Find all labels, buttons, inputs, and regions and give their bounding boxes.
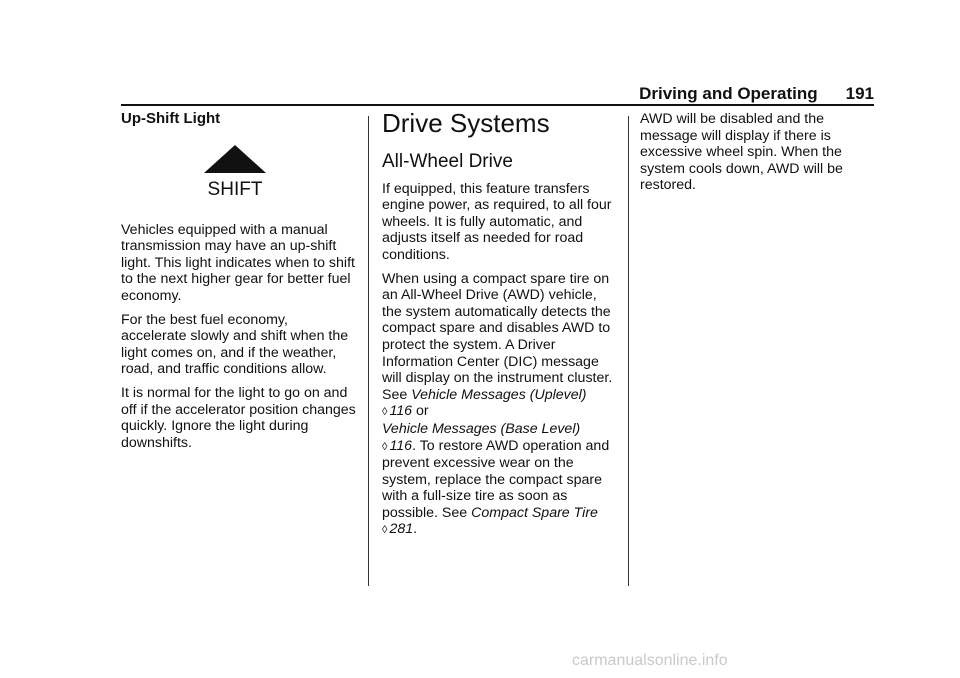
up-shift-paragraph-1: Vehicles equipped with a manual transmission may have an up-shift light. This light indicates when to shift to the next higher gear for better fuel economy. bbox=[121, 221, 355, 304]
drive-systems-title: Drive Systems bbox=[382, 108, 550, 138]
ref-vehicle-messages-base[interactable]: Vehicle Messages (Base Level) bbox=[382, 420, 581, 437]
ref-page-116-a[interactable]: 116 bbox=[389, 403, 413, 420]
ref-compact-spare-tire[interactable]: Compact Spare Tire bbox=[471, 504, 598, 521]
awd-paragraph-2 bbox=[382, 271, 618, 540]
up-shift-paragraph-3: It is normal for the light to go on and off if the accelerator position changes quickly. Ignore the light during downshifts. bbox=[121, 384, 356, 451]
section-title: Driving and Operating bbox=[639, 84, 818, 103]
page-ref-icon: ◊ bbox=[382, 406, 388, 419]
ref-vehicle-messages-uplevel[interactable]: Vehicle Messages (Uplevel) bbox=[411, 386, 587, 403]
page-number: 191 bbox=[845, 84, 874, 103]
shift-icon-label: SHIFT bbox=[207, 178, 263, 200]
awd-paragraph-2-end: . bbox=[413, 521, 418, 538]
ref-page-281[interactable]: 281 bbox=[389, 521, 414, 538]
page-ref-icon: ◊ bbox=[382, 524, 388, 537]
column-two bbox=[382, 108, 618, 546]
up-shift-arrow-icon bbox=[203, 142, 267, 200]
up-shift-light-heading: Up-Shift Light bbox=[121, 110, 221, 127]
ref-page-116-b[interactable]: 116 bbox=[389, 437, 413, 454]
awd-paragraph-3: AWD will be disabled and the message will display if there is excessive wheel spin. When the system cools down, AWD will be restored. bbox=[640, 111, 843, 194]
awd-paragraph-2-mid: . To restore AWD operation and prevent excessive wear on the system, replace the compact spare with a full-size tire as soon as possible. See bbox=[382, 437, 610, 521]
column-three bbox=[640, 111, 876, 201]
column-divider-right bbox=[628, 116, 629, 586]
header-rule bbox=[121, 104, 874, 106]
column-divider-left bbox=[368, 116, 369, 586]
column-one bbox=[121, 111, 357, 458]
awd-paragraph-2-intro: When using a compact spare tire on an All-Wheel Drive (AWD) vehicle, the system automatically detects the compact spare and disables AWD to protect the system. A Driver Information Center (DIC) message will display on the instrument cluster. See bbox=[382, 270, 613, 403]
page-header bbox=[634, 84, 874, 104]
all-wheel-drive-heading: All-Wheel Drive bbox=[382, 151, 513, 172]
or-text: or bbox=[412, 403, 429, 420]
awd-paragraph-1: If equipped, this feature transfers engine power, as required, to all four wheels. It is fully automatic, and adjusts itself as needed for road conditions. bbox=[382, 180, 612, 263]
watermark: carmanualsonline.info bbox=[572, 652, 728, 669]
up-shift-paragraph-2: For the best fuel economy, accelerate slowly and shift when the light comes on, and if the weather, road, and traffic conditions allow. bbox=[121, 311, 349, 378]
page-ref-icon: ◊ bbox=[382, 440, 388, 453]
